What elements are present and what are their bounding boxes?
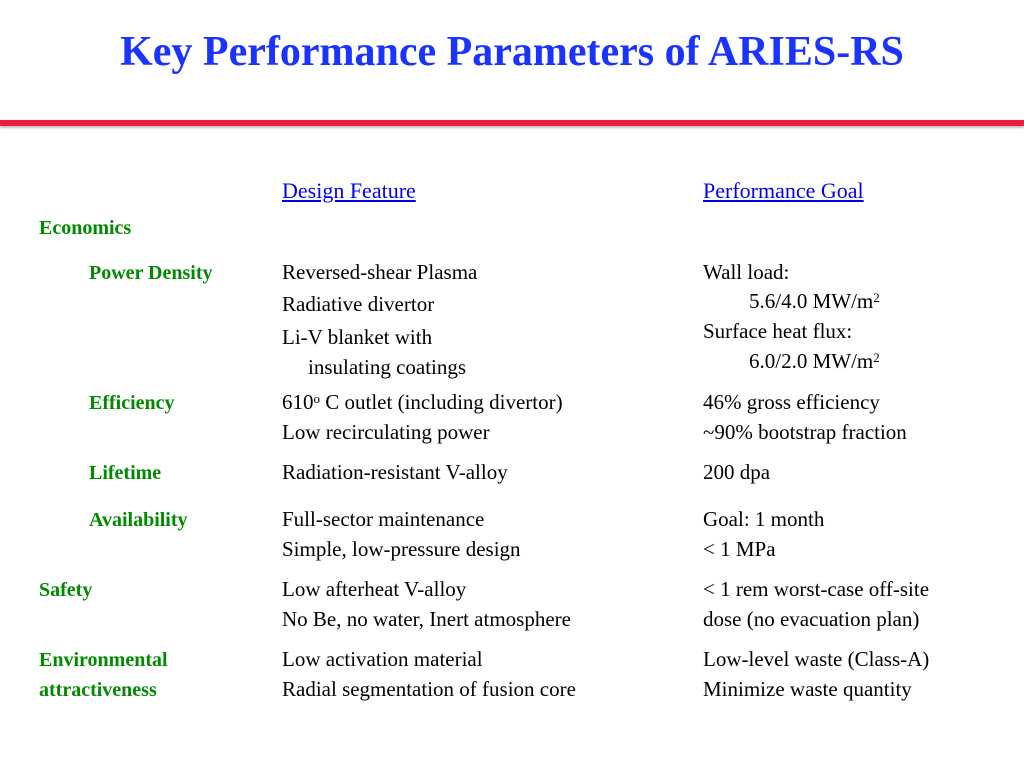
- feature-line: Reversed-shear Plasma: [282, 260, 478, 284]
- feature-line: No Be, no water, Inert atmosphere: [282, 607, 571, 631]
- goal-line: Goal: 1 month: [703, 507, 825, 531]
- feature-line: Low afterheat V-alloy: [282, 577, 467, 601]
- goal-line: < 1 MPa: [703, 537, 776, 561]
- performance-goal-header: Performance Goal: [703, 178, 864, 203]
- page-title: Key Performance Parameters of ARIES-RS: [120, 29, 904, 75]
- feature-line: Radiative divertor: [282, 292, 435, 316]
- feature-line: Simple, low-pressure design: [282, 537, 521, 561]
- feature-line: Low activation material: [282, 647, 483, 671]
- goal-line: Low-level waste (Class-A): [703, 647, 930, 671]
- subcategory-power-density: Power Density: [89, 262, 213, 284]
- subcategory-efficiency: Efficiency: [89, 392, 175, 414]
- feature-line: Radiation-resistant V-alloy: [282, 460, 508, 484]
- feature-line: 610$^o$ C outlet (including divertor): [282, 390, 563, 414]
- superscript: 2: [873, 350, 880, 365]
- title-divider: [0, 120, 1024, 126]
- category-environmental-line2: attractiveness: [39, 679, 157, 701]
- feature-line: insulating coatings: [308, 355, 467, 379]
- feature-line: Radial segmentation of fusion core: [282, 677, 576, 701]
- goal-line: Minimize waste quantity: [703, 677, 912, 701]
- feature-line: Full-sector maintenance: [282, 507, 485, 531]
- category-environmental: Environmental: [39, 649, 168, 671]
- category-safety: Safety: [39, 579, 93, 601]
- goal-line: 200 dpa: [703, 460, 771, 484]
- goal-line: 5.6/4.0 $MW/m^2$: [749, 289, 880, 313]
- superscript: 2: [873, 290, 880, 305]
- subcategory-lifetime: Lifetime: [89, 462, 162, 484]
- design-feature-header: Design Feature: [282, 178, 416, 203]
- subcategory-availability: Availability: [89, 509, 188, 531]
- goal-line: 46% gross efficiency: [703, 390, 880, 414]
- goal-line: 6.0/2.0 $MW/m^2$: [749, 349, 880, 373]
- goal-line: ~90% bootstrap fraction: [703, 420, 907, 444]
- category-economics: Economics: [39, 217, 132, 239]
- goal-line: < 1 rem worst-case off-site: [703, 577, 930, 601]
- goal-line: Surface heat flux:: [703, 319, 853, 343]
- superscript: o: [313, 391, 320, 406]
- feature-line: Li-V blanket with: [282, 325, 433, 349]
- goal-line: dose (no evacuation plan): [703, 607, 920, 631]
- goal-line: Wall load:: [703, 260, 790, 284]
- feature-line: Low recirculating power: [282, 420, 490, 444]
